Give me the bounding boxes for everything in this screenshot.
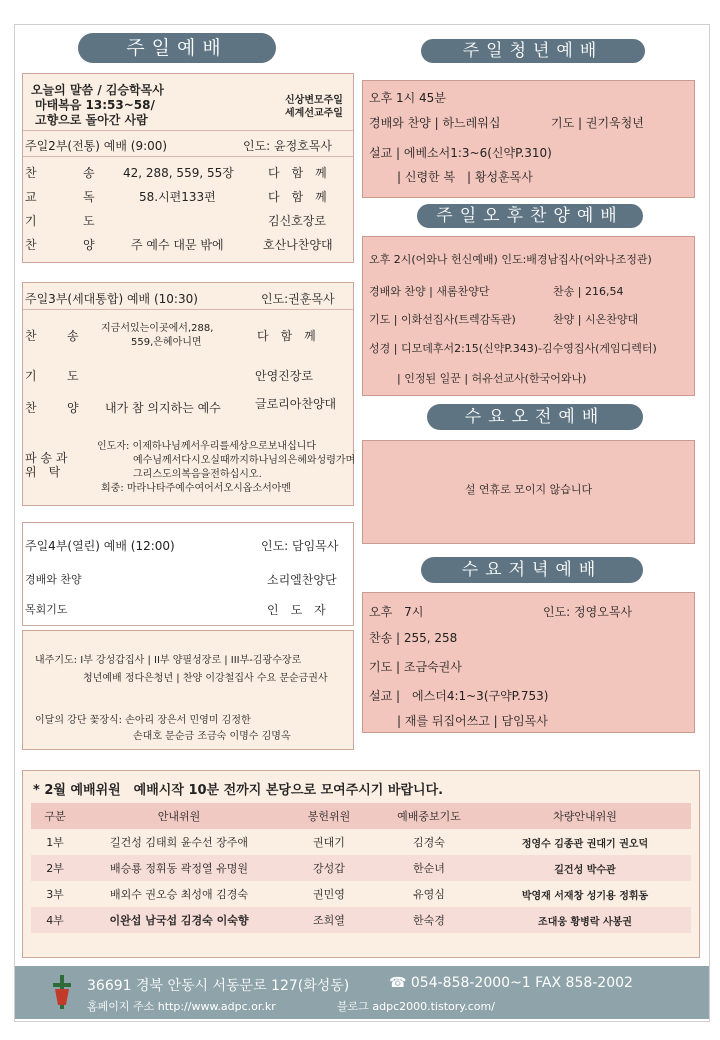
afternoon-choir: 찬양 | 시온찬양대 [553, 313, 639, 326]
youth-time: 오후 1시 45분 [369, 91, 446, 105]
notes-box [22, 630, 354, 750]
wed-evening-sermon-1: 설교 | 에스더4:1~3(구약P.753) [369, 689, 549, 703]
s3-mission-line4: 회중: 마라나타주예수여어서오시옵소서아멘 [101, 483, 292, 494]
table-row [31, 855, 691, 881]
table-cell: 4부 [46, 914, 64, 927]
table-cell: 길건성 박수관 [554, 864, 616, 876]
header-wed-morning: 수요오전예배 [427, 404, 643, 430]
notes-line3: 이달의 강단 꽃장식: 손아리 장은서 민영미 김정한 [35, 715, 251, 726]
table-cell: 길건성 김태희 윤수선 장주애 [109, 836, 248, 849]
s3-choir-k1: 찬 [25, 401, 37, 415]
s3-prayer-right: 안영진장로 [255, 369, 313, 383]
wed-evening-hymn: 찬송 | 255, 258 [369, 631, 458, 645]
s3-prayer-k2: 도 [67, 369, 79, 383]
service4-leader: 인도: 담임목사 [261, 539, 339, 553]
committee-header-row [31, 803, 691, 829]
wed-morning-note: 설 연휴로 모이지 않습니다 [464, 483, 593, 496]
afternoon-scripture: 성경 | 디모데후서2:15(신약P.343)-김수영집사(게임디렉터) [369, 342, 657, 355]
table-row [31, 829, 691, 855]
table-row [31, 907, 691, 933]
footer-address: 36691 경북 안동시 서동문로 127(화성동) [87, 978, 350, 994]
table-cell: 조대웅 황병락 사봉권 [538, 916, 632, 928]
s3-choir-right: 글로리아찬양대 [255, 397, 337, 411]
service4-box [22, 522, 354, 626]
wed-evening-prayer: 기도 | 조금숙권사 [369, 660, 462, 674]
header-sunday-worship: 주일예배 [78, 33, 276, 63]
youth-sermon-1: 설교 | 에베소서1:3~6(신약P.310) [369, 146, 552, 160]
header-youth-worship: 주일청년예배 [421, 39, 645, 63]
notes-line1: 내주기도: I부 강성갑집사 | II부 양필성장로 | III부-김광수장로 [35, 655, 302, 666]
service2-title: 주일2부(전통) 예배 (9:00) [25, 139, 168, 153]
s3-mission-k1: 파 송 과 [25, 451, 68, 465]
notes-line2: 청년예배 정다은청년 | 찬양 이강철집사 수요 문순금권사 [83, 673, 328, 684]
committee-header-cell: 차량안내위원 [553, 810, 617, 823]
table-cell: 정영수 김종관 권대기 권오덕 [521, 838, 649, 850]
s3-hymn-right: 다 함 께 [257, 329, 316, 343]
table-cell: 박영재 서재창 성기용 정휘동 [521, 890, 649, 902]
service3-title: 주일3부(세대통합) 예배 (10:30) [25, 292, 198, 306]
s2-row1-right: 다 함 께 [268, 166, 327, 180]
footer-bar [15, 966, 709, 1019]
wed-evening-box [362, 592, 695, 733]
service4-title: 주일4부(열린) 예배 (12:00) [25, 539, 175, 553]
service3-leader: 인도:권훈목사 [261, 292, 335, 306]
table-cell: 권대기 [313, 836, 345, 849]
s2-row2-k1: 교 [25, 190, 37, 204]
youth-box [362, 80, 695, 198]
committee-header-cell: 안내위원 [157, 810, 201, 823]
header-wed-evening: 수요저녁예배 [421, 557, 643, 583]
table-cell: 1부 [46, 836, 64, 849]
wed-evening-sermon-2: | 재를 뒤집어쓰고 | 담임목사 [397, 714, 548, 728]
sermon-side-1: 신상변모주일 [285, 95, 343, 106]
header-afternoon-worship: 주일오후찬양예배 [417, 204, 643, 228]
s2-row2-k2: 독 [83, 190, 95, 204]
youth-prayer: 기도 | 권기욱청년 [551, 116, 644, 130]
committee-header-cell: 예배중보기도 [397, 810, 461, 823]
s2-row3-k1: 기 [25, 214, 37, 228]
s3-choir-value: 내가 참 의지하는 예수 [105, 401, 221, 415]
church-logo-icon [51, 975, 73, 1011]
s3-prayer-k1: 기 [25, 369, 37, 383]
table-cell: 조희열 [313, 914, 345, 927]
footer-phone: ☎ 054-858-2000~1 FAX 858-2002 [389, 975, 633, 991]
notes-line4: 손대호 문순금 조금숙 이명수 김명옥 [133, 731, 291, 742]
sermon-topic: 고향으로 돌아간 사람 [35, 113, 148, 127]
table-cell: 3부 [46, 888, 64, 901]
youth-worship: 경배와 찬양 | 하느레워십 [369, 116, 501, 130]
afternoon-hymn: 찬송 | 216,54 [553, 285, 624, 298]
table-cell: 이완섭 남국섭 김경숙 이숙향 [109, 914, 249, 927]
table-cell: 배외수 권오승 최성애 김경숙 [109, 888, 248, 901]
s2-row3-k2: 도 [83, 214, 95, 228]
s2-row1-k1: 찬 [25, 166, 37, 180]
s3-choir-k2: 양 [67, 401, 79, 415]
s3-hymn-k1: 찬 [25, 329, 37, 343]
sermon-side-2: 세계선교주일 [285, 108, 343, 119]
footer-blog[interactable]: 블로그 adpc2000.tistory.com/ [337, 1000, 495, 1013]
s4-row2-right: 인 도 자 [267, 603, 326, 617]
table-cell: 한숙경 [413, 914, 445, 927]
committee-header-cell: 구분 [44, 810, 66, 823]
table-cell: 강성갑 [313, 862, 345, 875]
s2-row4-k1: 찬 [25, 238, 37, 252]
s4-row2-key: 목회기도 [25, 603, 68, 616]
table-cell: 2부 [46, 862, 64, 875]
table-row [31, 881, 691, 907]
s3-hymn-v2: 559,은혜아니면 [131, 337, 202, 348]
afternoon-line1: 오후 2시(어와나 헌신예배) 인도:배경남집사(어와나조정관) [369, 253, 652, 266]
s3-mission-line1: 인도자: 이제하나님께서우리를세상으로보내십니다 [97, 441, 317, 452]
table-cell: 김경숙 [413, 836, 445, 849]
sermon-title: 오늘의 말씀 / 김승학목사 [31, 83, 164, 97]
table-cell: 유영심 [413, 888, 445, 901]
afternoon-prayer: 기도 | 이화선집사(트렉감독관) [369, 313, 516, 326]
wed-evening-time: 오후 7시 [369, 605, 424, 619]
s3-mission-k2: 위 탁 [25, 465, 61, 479]
s2-row4-value: 주 예수 대문 밖에 [131, 238, 224, 252]
afternoon-box [362, 236, 695, 396]
table-cell: 배승룡 정휘동 곽정열 유명원 [109, 862, 248, 875]
committee-table [31, 803, 691, 933]
wed-morning-box [362, 440, 695, 544]
s2-row2-value: 58.시편133편 [139, 190, 216, 204]
afternoon-worship: 경배와 찬양 | 새롬찬양단 [369, 285, 490, 298]
s2-row3-right: 김신호장로 [268, 214, 326, 228]
s2-row2-right: 다 함 께 [268, 190, 327, 204]
table-cell: 권민영 [313, 888, 345, 901]
s3-mission-line2: 예수님께서다시오실때까지하나님의은혜와성령가며 [133, 455, 356, 466]
afternoon-sermon: | 인정된 일꾼 | 허유선교사(한국어와나) [397, 372, 587, 385]
service3-box [22, 282, 354, 506]
s2-row4-right: 호산나찬양대 [263, 238, 333, 252]
sermon-scripture: 마태복음 13:53~58/ [35, 98, 155, 112]
table-cell: 한순녀 [413, 862, 445, 875]
s3-hymn-v1: 지금서있는이곳에서,288, [101, 323, 214, 334]
wed-evening-leader: 인도: 정영오목사 [543, 605, 633, 619]
s4-row1-right: 소리엘찬양단 [267, 573, 337, 587]
footer-homepage[interactable]: 홈페이지 주소 http://www.adpc.or.kr [87, 1000, 276, 1013]
committee-header-cell: 봉헌위원 [307, 810, 351, 823]
service2-box [22, 73, 354, 263]
youth-sermon-2: | 신령한 복 | 황성훈목사 [397, 170, 533, 184]
service2-leader: 인도: 윤정호목사 [243, 139, 333, 153]
committee-title: * 2월 예배위원 예배시작 10분 전까지 본당으로 모여주시기 바랍니다. [33, 783, 444, 798]
committee-box [22, 770, 700, 958]
s2-row1-value: 42, 288, 559, 55장 [123, 166, 234, 180]
s2-row1-k2: 송 [83, 166, 95, 180]
s3-mission-line3: 그리스도의복음을전하십시오. [133, 469, 262, 480]
s3-hymn-k2: 송 [67, 329, 79, 343]
s4-row1-key: 경배와 찬양 [25, 573, 82, 586]
s2-row4-k2: 양 [83, 238, 95, 252]
